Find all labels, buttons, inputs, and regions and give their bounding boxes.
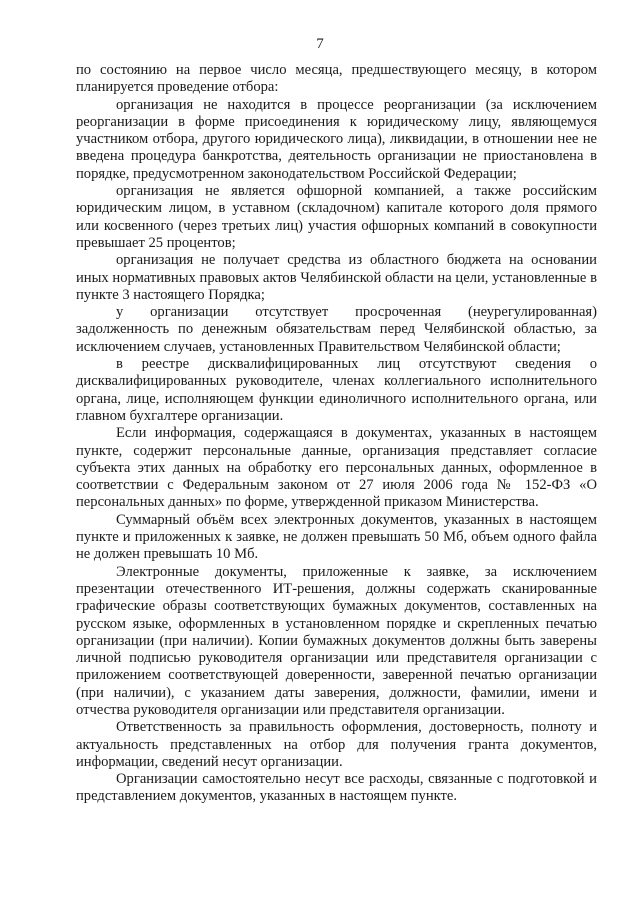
paragraph-responsibility: Ответственность за правильность оформления, достоверность, полноту и актуальность представленных на отбор для получения гранта документов, информации, сведений несут организации. [76,719,597,770]
paragraph-file-size: Суммарный объём всех электронных документов, указанных в настоящем пункте и приложенных к заявке, не должен превышать 50 Мб, объем одного файла не должен превышать 10 Мб. [76,511,597,563]
paragraph-no-disqualified: в реестре дисквалифицированных лиц отсутствуют сведения о дисквалифицированных руководителе, членах коллегиального исполнительного органа, лице, исполняющем функции единоличного исполнительного органа, или главном бухгалтере организации. [76,356,597,424]
paragraph-personal-data: Если информация, содержащаяся в документах, указанных в настоящем пункте, содержит персональные данные, организация представляет согласие субъекта этих данных на обработку его персональных данных, оформленное в соответствии с Федеральным законом от 27 июля 2006 года № 152-ФЗ «О персональных данных» по форме, утвержденной приказом Министерства. [76,425,597,511]
paragraph-electronic-documents: Электронные документы, приложенные к заявке, за исключением презентации отечественного ИТ-решения, должны содержать сканированные графические образы соответствующих бумажных документов, составленных на русском языке, оформленных в установленном порядке и скрепленных печатью организации (при наличии). Копии бумажных документов должны быть заверены личной подписью руководителя организации или представителя организации с приложением соответствующей доверенности, заверенной печатью организации (при наличии), с указанием даты заверения, должности, фамилии, имени и отчества руководителя организации или представителя организации. [76,563,597,718]
paragraph-no-debt: у организации отсутствует просроченная (неурегулированная) задолженность по денежным обязательствам перед Челябинской областью, за исключением случаев, установленных Правительством Челябинской области; [76,304,597,355]
page-number: 7 [316,36,324,52]
paragraph-no-reorganization: организация не находится в процессе реорганизации (за исключением реорганизации в форме присоединения к юридическому лицу, являющемуся участником отбора, другого юридического лица), ликвидации, в отношении нее не введена процедура банкротства, деятельность организации не приостановлена в порядке, предусмотренном законодательством Российской Федерации; [76,96,597,182]
paragraph-no-other-funds: организация не получает средства из областного бюджета на основании иных нормативных правовых актов Челябинской области на цели, установленные в пункте 3 настоящего Порядка; [76,252,597,303]
paragraph-expenses: Организации самостоятельно несут все расходы, связанные с подготовкой и представлением документов, указанных в настоящем пункте. [76,771,597,805]
document-body [76,62,597,806]
paragraph-continuation: по состоянию на первое число месяца, предшествующего месяцу, в котором планируется проведение отбора: [76,62,597,96]
paragraph-not-offshore: организация не является офшорной компанией, а также российским юридическим лицом, в уставном (складочном) капитале которого доля прямого или косвенного (через третьих лиц) участия офшорных компаний в совокупности превышает 25 процентов; [76,183,597,251]
